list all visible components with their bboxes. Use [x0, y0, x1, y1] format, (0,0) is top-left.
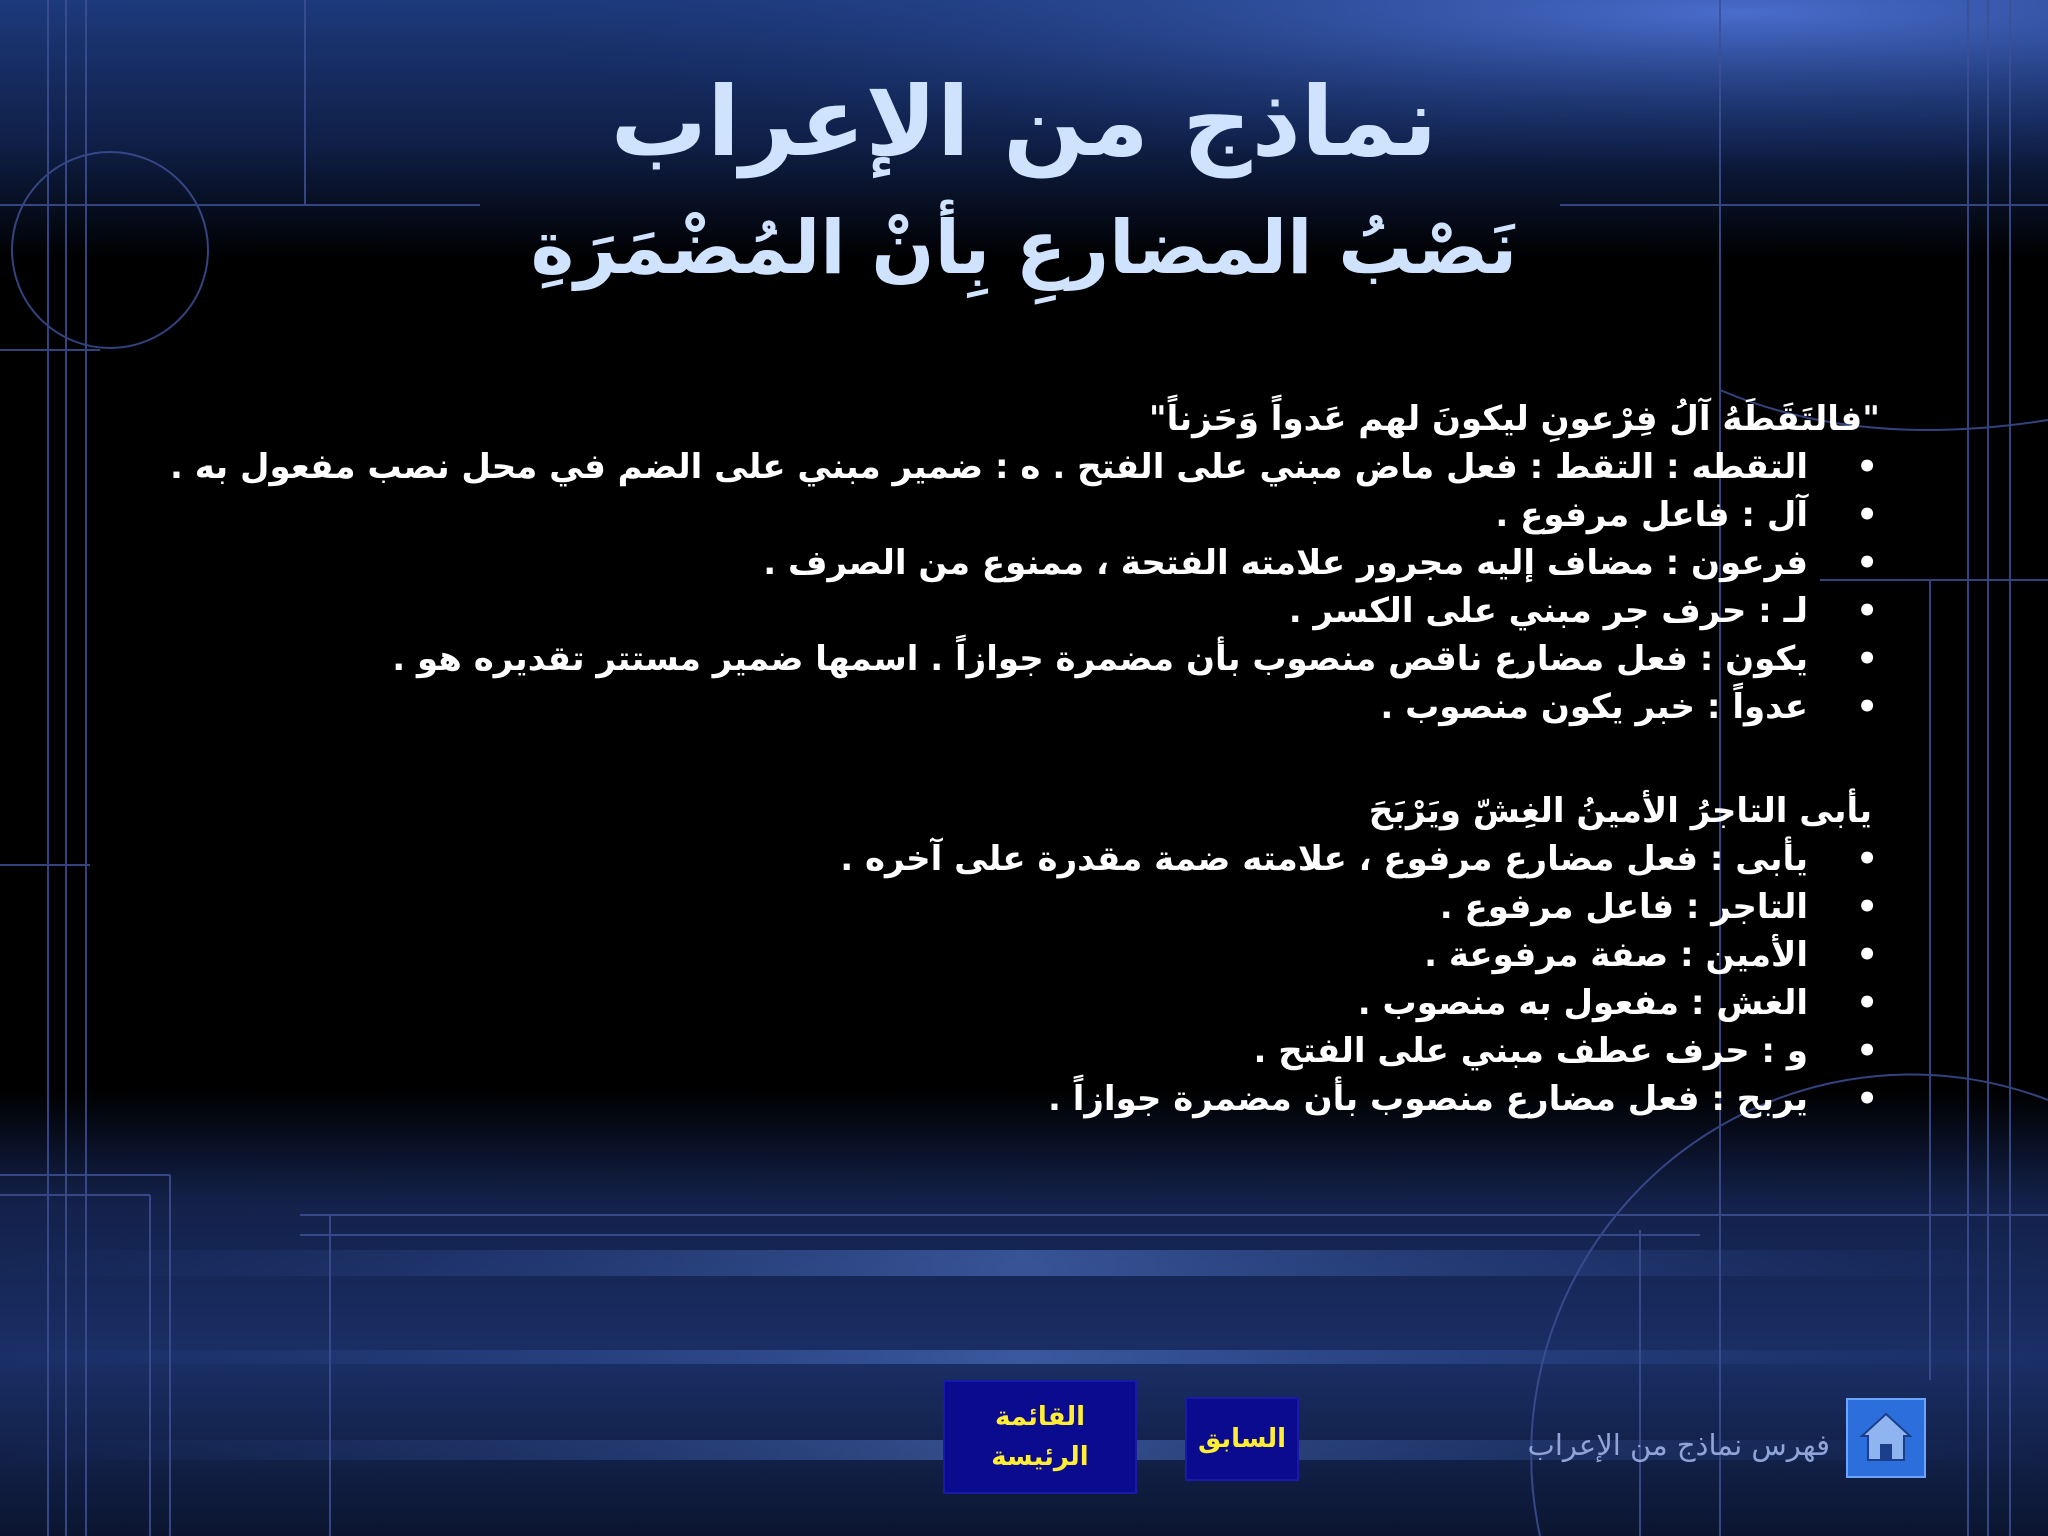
- main-menu-button[interactable]: القائمة الرئيسة: [943, 1380, 1137, 1494]
- bullet-icon: •: [1856, 839, 1878, 879]
- list-item: • التقطه : التقط : فعل ماض مبني على الفتح . ه : ضمير مبني على الضم في محل نصب مفعول به .: [168, 443, 1888, 491]
- slide-subtitle: نَصْبُ المضارعِ بِأنْ المُضْمَرَةِ: [530, 205, 1518, 291]
- home-icon: [1848, 1400, 1924, 1476]
- previous-button[interactable]: السابق: [1185, 1397, 1299, 1481]
- list-item: • يكون : فعل مضارع ناقص منصوب بأن مضمرة جوازاً . اسمها ضمير مستتر تقديره هو .: [168, 635, 1888, 683]
- slide-title: نماذج من الإعراب: [610, 66, 1438, 178]
- example-quote-2: يأبى التاجرُ الأمينُ الغِشّ ويَرْبَحَ: [1368, 791, 1872, 831]
- bullet-icon: •: [1856, 1079, 1878, 1119]
- home-button[interactable]: [1846, 1398, 1926, 1478]
- list-item: • الأمين : صفة مرفوعة .: [168, 931, 1888, 979]
- list-item: • التاجر : فاعل مرفوع .: [168, 883, 1888, 931]
- bullet-icon: •: [1856, 887, 1878, 927]
- bullet-icon: •: [1856, 983, 1878, 1023]
- list-item: • آل : فاعل مرفوع .: [168, 491, 1888, 539]
- bullet-icon: •: [1856, 935, 1878, 975]
- bullet-icon: •: [1856, 591, 1878, 631]
- bullet-icon: •: [1856, 495, 1878, 535]
- analysis-list-1: [168, 443, 1888, 731]
- index-link[interactable]: فهرس نماذج من الإعراب: [1527, 1428, 1830, 1462]
- list-item: • الغش : مفعول به منصوب .: [168, 979, 1888, 1027]
- analysis-list-2: [168, 835, 1888, 1123]
- bullet-icon: •: [1856, 447, 1878, 487]
- list-item: • يأبى : فعل مضارع مرفوع ، علامته ضمة مقدرة على آخره .: [168, 835, 1888, 883]
- bullet-icon: •: [1856, 1031, 1878, 1071]
- list-item: • لـ : حرف جر مبني على الكسر .: [168, 587, 1888, 635]
- list-item: • و : حرف عطف مبني على الفتح .: [168, 1027, 1888, 1075]
- bullet-icon: •: [1856, 543, 1878, 583]
- list-item: • فرعون : مضاف إليه مجرور علامته الفتحة ، ممنوع من الصرف .: [168, 539, 1888, 587]
- list-item: • عدواً : خبر يكون منصوب .: [168, 683, 1888, 731]
- example-quote-1: "فالتَقَطَهُ آلُ فِرْعونِ ليكونَ لهم عَدواً وَحَزناً": [1148, 399, 1880, 439]
- bullet-icon: •: [1856, 639, 1878, 679]
- slide-content: [168, 395, 1888, 1123]
- list-item: • يربح : فعل مضارع منصوب بأن مضمرة جوازاً .: [168, 1075, 1888, 1123]
- bullet-icon: •: [1856, 687, 1878, 727]
